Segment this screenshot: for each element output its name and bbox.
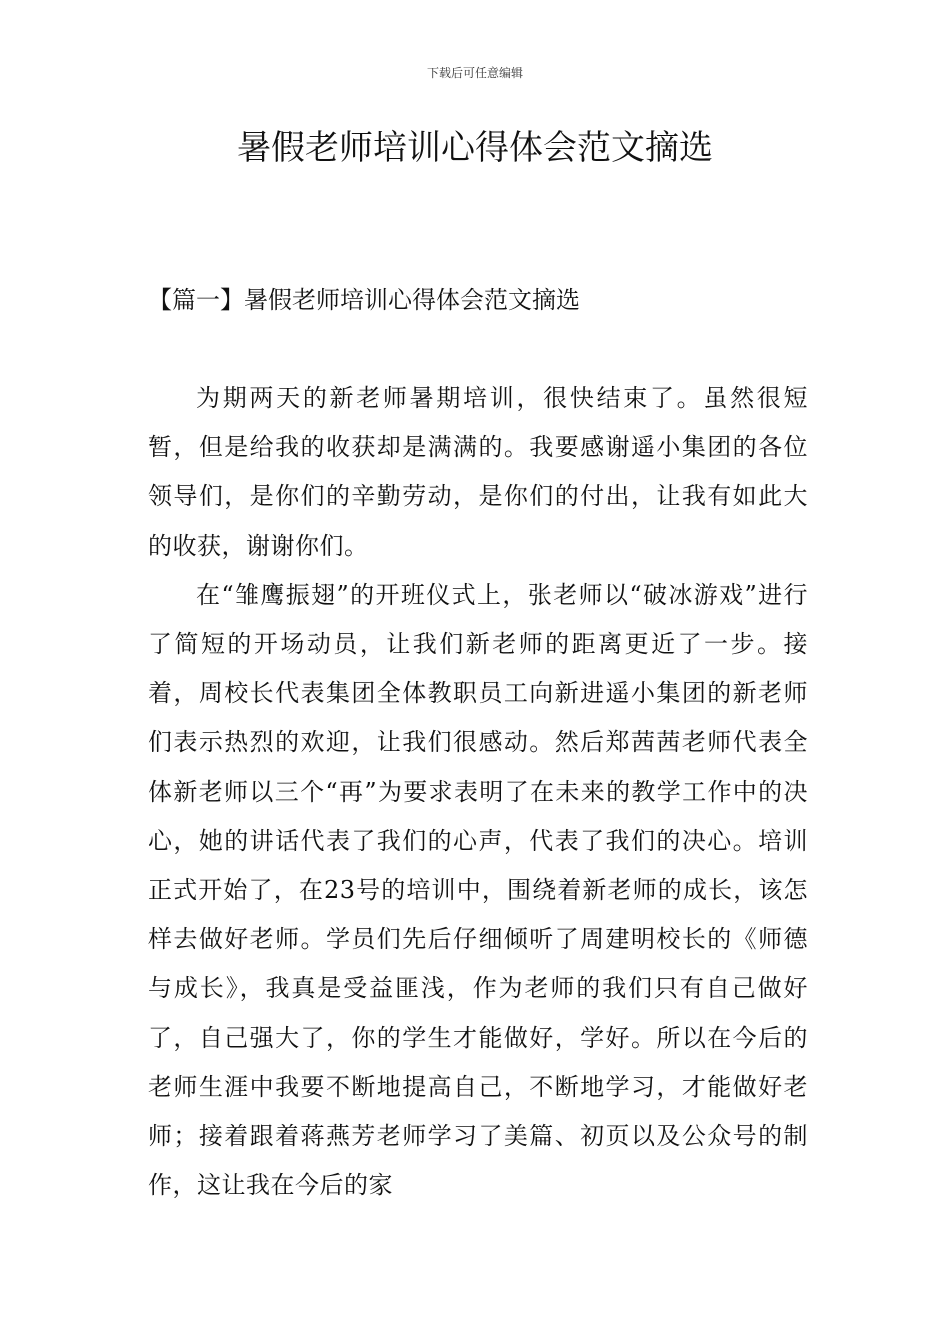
body-text (148, 374, 808, 1210)
paragraph-1: 为期两天的新老师暑期培训，很快结束了。虽然很短暂，但是给我的收获却是满满的。我要感谢遥小集团的各位领导们，是你们的辛勤劳动，是你们的付出，让我有如此大的收获，谢谢你们。 (148, 384, 808, 560)
paragraph-2: 在“雏鹰振翅”的开班仪式上，张老师以“破冰游戏”进行了简短的开场动员，让我们新老师的距离更近了一步。接着，周校长代表集团全体教职员工向新进遥小集团的新老师们表示热烈的欢迎，让我们很感动。然后郑茜茜老师代表全体新老师以三个“再”为要求表明了在未来的教学工作中的决心，她的讲话代表了我们的心声，代表了我们的决心。培训正式开始了，在23号的培训中，围绕着新老师的成长，该怎样去做好老师。学员们先后仔细倾听了周建明校长的《师德与成长》，我真是受益匪浅，作为老师的我们只有自己做好了，自己强大了，你的学生才能做好，学好。所以在今后的老师生涯中我要不断地提高自己，不断地学习，才能做好老师；接着跟着蒋燕芳老师学习了美篇、初页以及公众号的制作，这让我在今后的家 (148, 580, 808, 1200)
document-title: 暑假老师培训心得体会范文摘选 (237, 128, 713, 168)
header-note: 下载后可任意编辑 (426, 66, 523, 80)
section-heading: 【篇一】暑假老师培训心得体会范文摘选 (148, 286, 580, 314)
